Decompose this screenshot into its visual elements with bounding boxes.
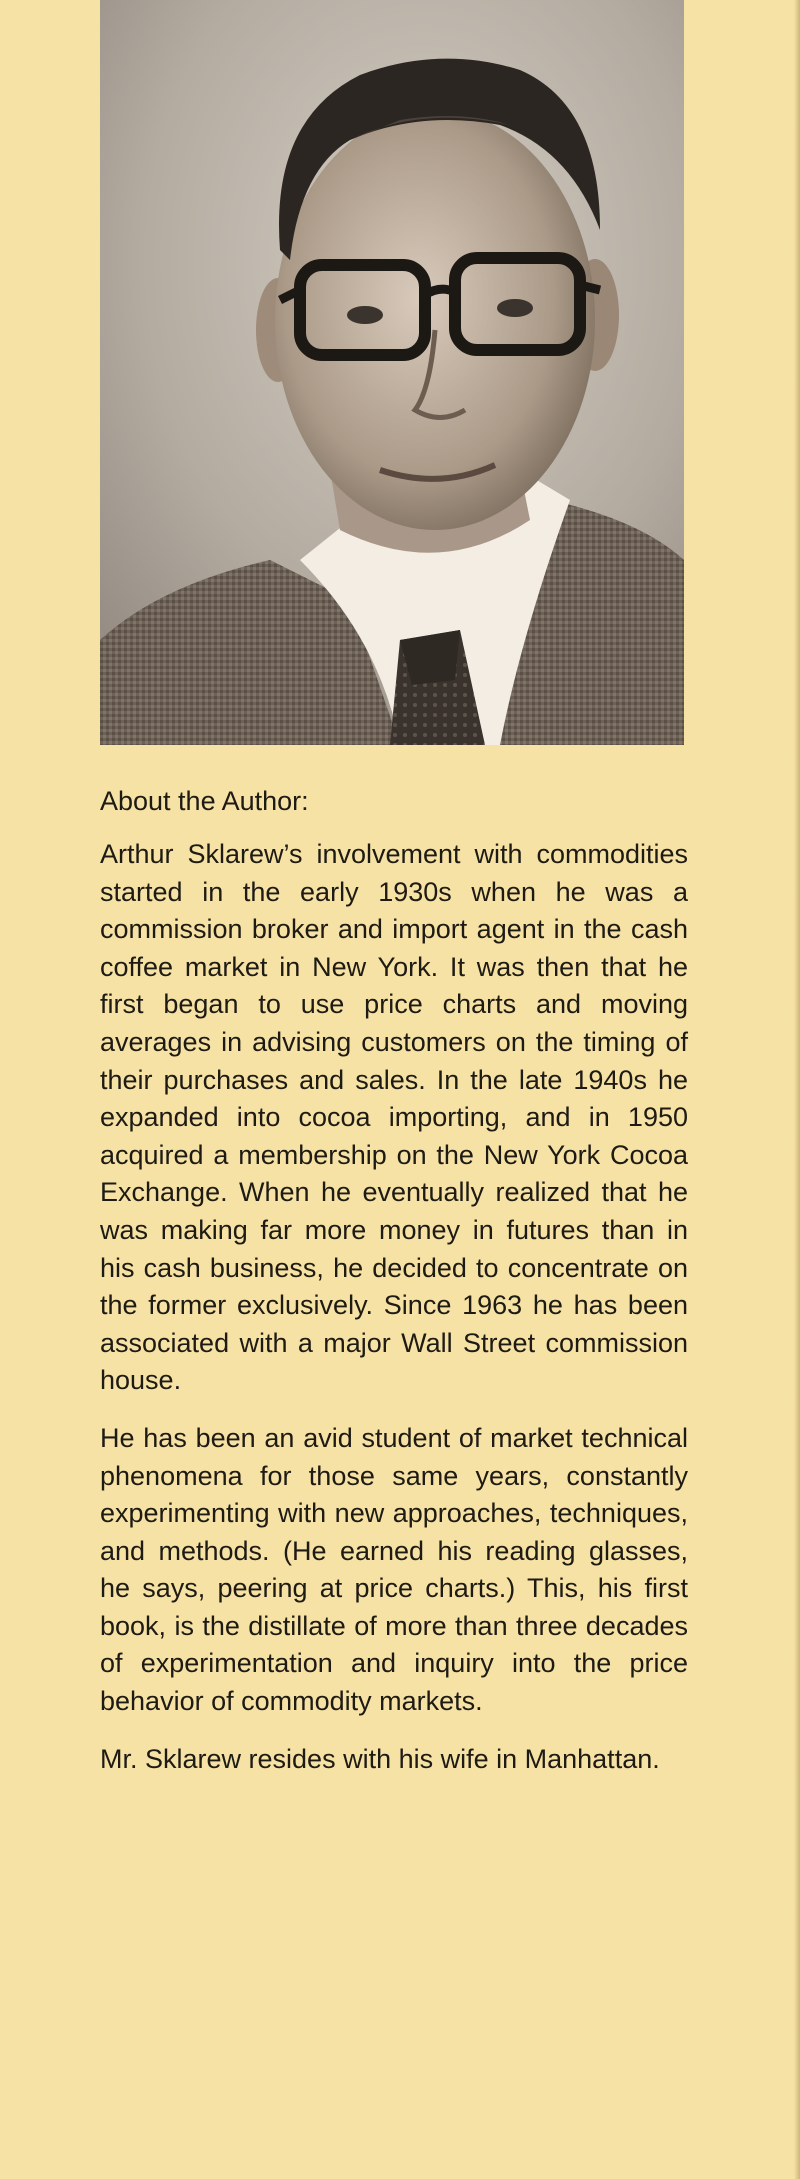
bio-paragraph-career: Arthur Sklarew’s involvement with commodities started in the early 1930s when he was a commission broker and import agent in the cash coffee market in New York. It was then that he first began to use price charts and moving averages in advising customers on the timing of their purchases and sales. In the late 1940s he expanded into cocoa importing, and in 1950 acquired a membership on the New York Cocoa Exchange. When he eventually realized that he was making far more money in futures than in his cash business, he decided to concentrate on the former exclusively. Since 1963 he has been associated with a major Wall Street commission house. [100, 839, 688, 1396]
author-portrait [100, 0, 684, 745]
cover-edge-shadow [794, 0, 800, 2179]
author-portrait-photo-icon [100, 0, 684, 745]
bio-paragraph-study: He has been an avid student of market technical phenomena for those same years, constantly experimenting with new approaches, techniques, and methods. (He earned his reading glasses, he says, peering at price charts.) This, his first book, is the distillate of more than three decades of experimentation and inquiry into the price behavior of commodity markets. [100, 1422, 688, 1717]
about-the-author-section [100, 782, 688, 1798]
bio-paragraph-residence: Mr. Sklarew resides with his wife in Manhattan. [100, 1743, 660, 1774]
about-heading: About the Author: [100, 786, 309, 816]
